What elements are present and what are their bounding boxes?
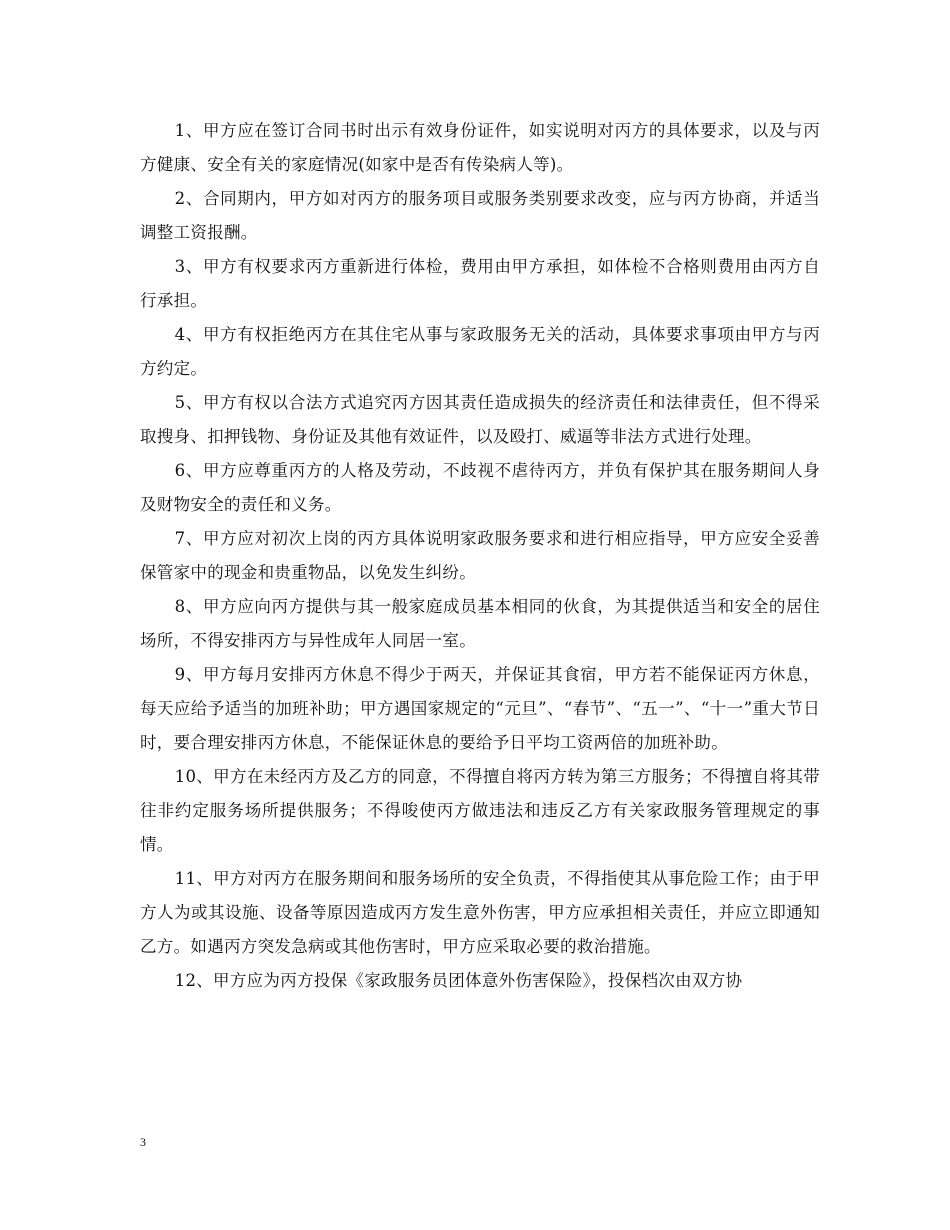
clause-10: 10、甲方在未经丙方及乙方的同意，不得擅自将丙方转为第三方服务；不得擅自将其带往非约定服务场所提供服务；不得唆使丙方做违法和违反乙方有关家政服务管理规定的事情。 bbox=[140, 767, 820, 854]
document-body bbox=[140, 114, 820, 998]
clause-6: 6、甲方应尊重丙方的人格及劳动，不歧视不虐待丙方，并负有保护其在服务期间人身及财物安全的责任和义务。 bbox=[140, 461, 820, 514]
clause-9: 9、甲方每月安排丙方休息不得少于两天，并保证其食宿，甲方若不能保证丙方休息，每天应给予适当的加班补助；甲方遇国家规定的“元旦”、“春节”、“五一”、“十一”重大节日时，要合理安排丙方休息，不能保证休息的要给予日平均工资两倍的加班补助。 bbox=[140, 665, 820, 752]
clause-5: 5、甲方有权以合法方式追究丙方因其责任造成损失的经济责任和法律责任，但不得采取搜身、扣押钱物、身份证及其他有效证件，以及殴打、威逼等非法方式进行处理。 bbox=[140, 393, 820, 446]
clause-3: 3、甲方有权要求丙方重新进行体检，费用由甲方承担，如体检不合格则费用由丙方自行承担。 bbox=[140, 257, 820, 310]
clause-1: 1、甲方应在签订合同书时出示有效身份证件，如实说明对丙方的具体要求，以及与丙方健康、安全有关的家庭情况(如家中是否有传染病人等)。 bbox=[140, 121, 820, 174]
clause-8: 8、甲方应向丙方提供与其一般家庭成员基本相同的伙食，为其提供适当和安全的居住场所，不得安排丙方与异性成年人同居一室。 bbox=[140, 597, 820, 650]
clause-4: 4、甲方有权拒绝丙方在其住宅从事与家政服务无关的活动，具体要求事项由甲方与丙方约定。 bbox=[140, 325, 820, 378]
clause-12: 12、甲方应为丙方投保《家政服务员团体意外伤害保险》，投保档次由双方协 bbox=[174, 971, 743, 990]
page-number: 3 bbox=[140, 1135, 146, 1149]
clause-2: 2、合同期内，甲方如对丙方的服务项目或服务类别要求改变，应与丙方协商，并适当调整工资报酬。 bbox=[140, 189, 820, 242]
clause-7: 7、甲方应对初次上岗的丙方具体说明家政服务要求和进行相应指导，甲方应安全妥善保管家中的现金和贵重物品，以免发生纠纷。 bbox=[140, 529, 820, 582]
clause-11: 11、甲方对丙方在服务期间和服务场所的安全负责，不得指使其从事危险工作；由于甲方人为或其设施、设备等原因造成丙方发生意外伤害，甲方应承担相关责任，并应立即通知乙方。如遇丙方突发急病或其他伤害时，甲方应采取必要的救治措施。 bbox=[140, 869, 820, 956]
